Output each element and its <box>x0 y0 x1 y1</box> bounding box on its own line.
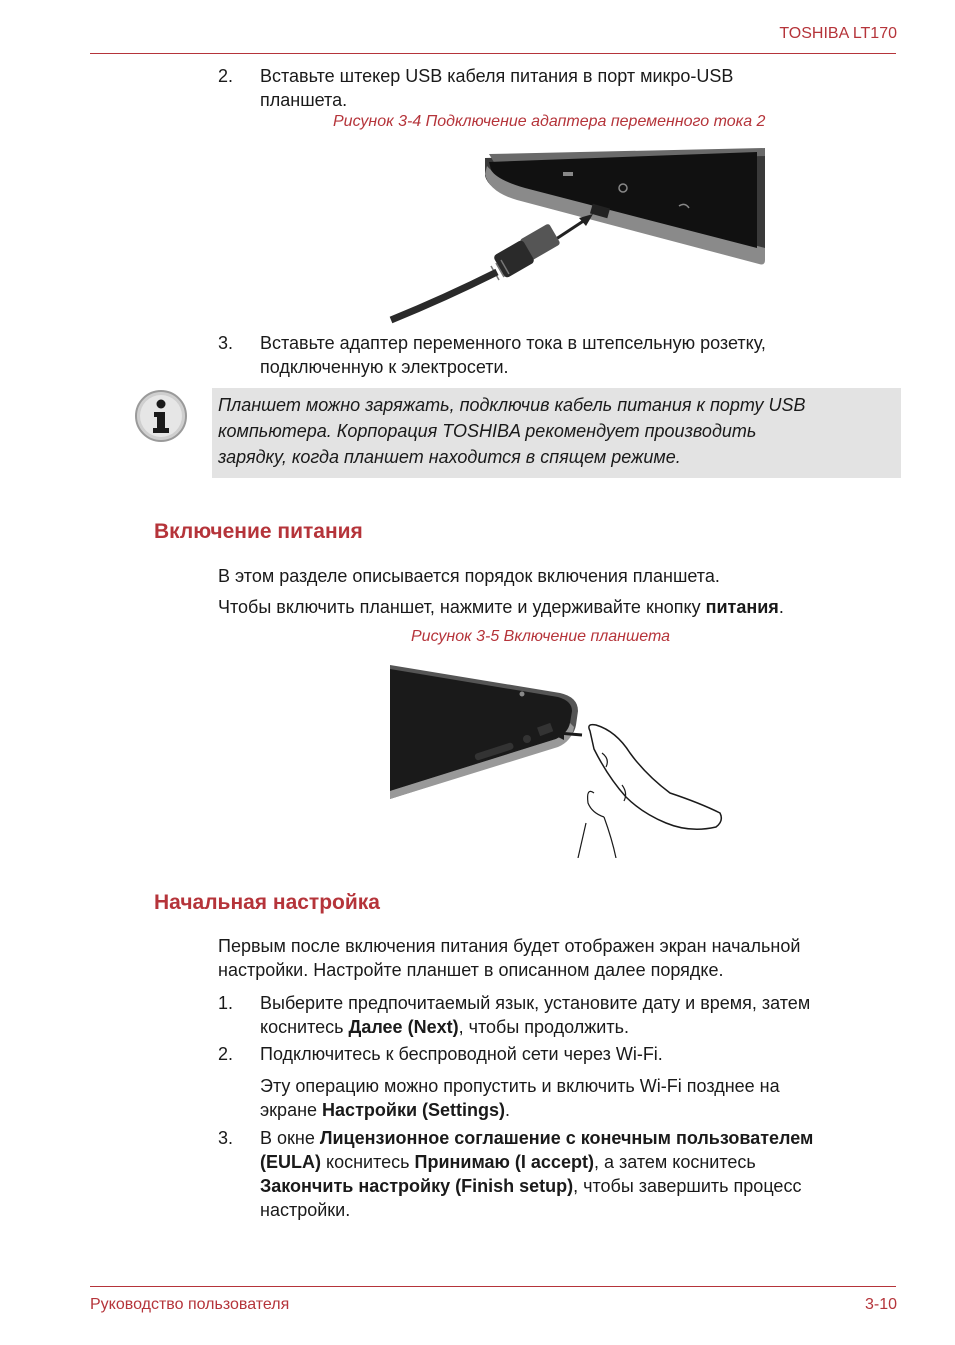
power-on-illustration <box>390 663 725 858</box>
running-header: TOSHIBA LT170 <box>779 25 897 42</box>
step-number: 3. <box>218 333 234 353</box>
step-text-line: Вставьте адаптер переменного тока в штепсельную розетку, <box>260 333 766 353</box>
info-icon <box>133 388 189 444</box>
paragraph-line: настройки. Настройте планшет в описанном далее порядке. <box>218 960 724 980</box>
usb-connection-illustration <box>385 148 770 326</box>
step-number: 1. <box>218 993 234 1013</box>
footer-rule <box>90 1286 896 1287</box>
step-text-line: Подключитесь к беспроводной сети через Wi-Fi. <box>260 1044 663 1064</box>
step-number: 2. <box>218 66 234 86</box>
paragraph: В этом разделе описывается порядок включения планшета. <box>218 566 720 586</box>
note-line: зарядку, когда планшет находится в спящем режиме. <box>218 447 681 467</box>
power-button-term: питания <box>705 597 779 617</box>
note-text <box>218 392 893 470</box>
page-number: 3-10 <box>864 1296 897 1313</box>
step-text-line: (EULA) коснитесь Принимаю (I accept), а затем коснитесь <box>260 1152 756 1172</box>
step-number: 3. <box>218 1128 234 1148</box>
section-heading: Начальная настройка <box>154 891 380 914</box>
note-line: Планшет можно заряжать, подключив кабель питания к порту USB <box>218 395 806 415</box>
step-number: 2. <box>218 1044 234 1064</box>
step-text-line: Закончить настройку (Finish setup), чтобы завершить процесс <box>260 1176 802 1196</box>
step-text-line: экране Настройки (Settings). <box>260 1100 511 1120</box>
step-text-line: коснитесь Далее (Next), чтобы продолжить. <box>260 1017 629 1037</box>
step-text-line: Вставьте штекер USB кабеля питания в порт микро-USB <box>260 66 734 86</box>
paragraph: Чтобы включить планшет, нажмите и удерживайте кнопку питания. <box>218 597 784 617</box>
step-text-line: Выберите предпочитаемый язык, установите дату и время, затем <box>260 993 811 1013</box>
step-text-line: В окне Лицензионное соглашение с конечным пользователем <box>260 1128 814 1148</box>
step-text-line: подключенную к электросети. <box>260 357 509 377</box>
step-text-line: планшета. <box>260 90 348 110</box>
paragraph-line: Первым после включения питания будет отображен экран начальной <box>218 936 801 956</box>
note-line: компьютера. Корпорация TOSHIBA рекомендует производить <box>218 421 757 441</box>
figure-caption: Рисунок 3-5 Включение планшета <box>411 628 671 645</box>
figure-caption: Рисунок 3-4 Подключение адаптера переменного тока 2 <box>333 113 766 130</box>
footer-title: Руководство пользователя <box>90 1296 290 1313</box>
header-rule <box>90 53 896 54</box>
step-text-line: настройки. <box>260 1200 351 1220</box>
step-text-line: Эту операцию можно пропустить и включить Wi-Fi позднее на <box>260 1076 780 1096</box>
section-heading: Включение питания <box>154 520 363 543</box>
